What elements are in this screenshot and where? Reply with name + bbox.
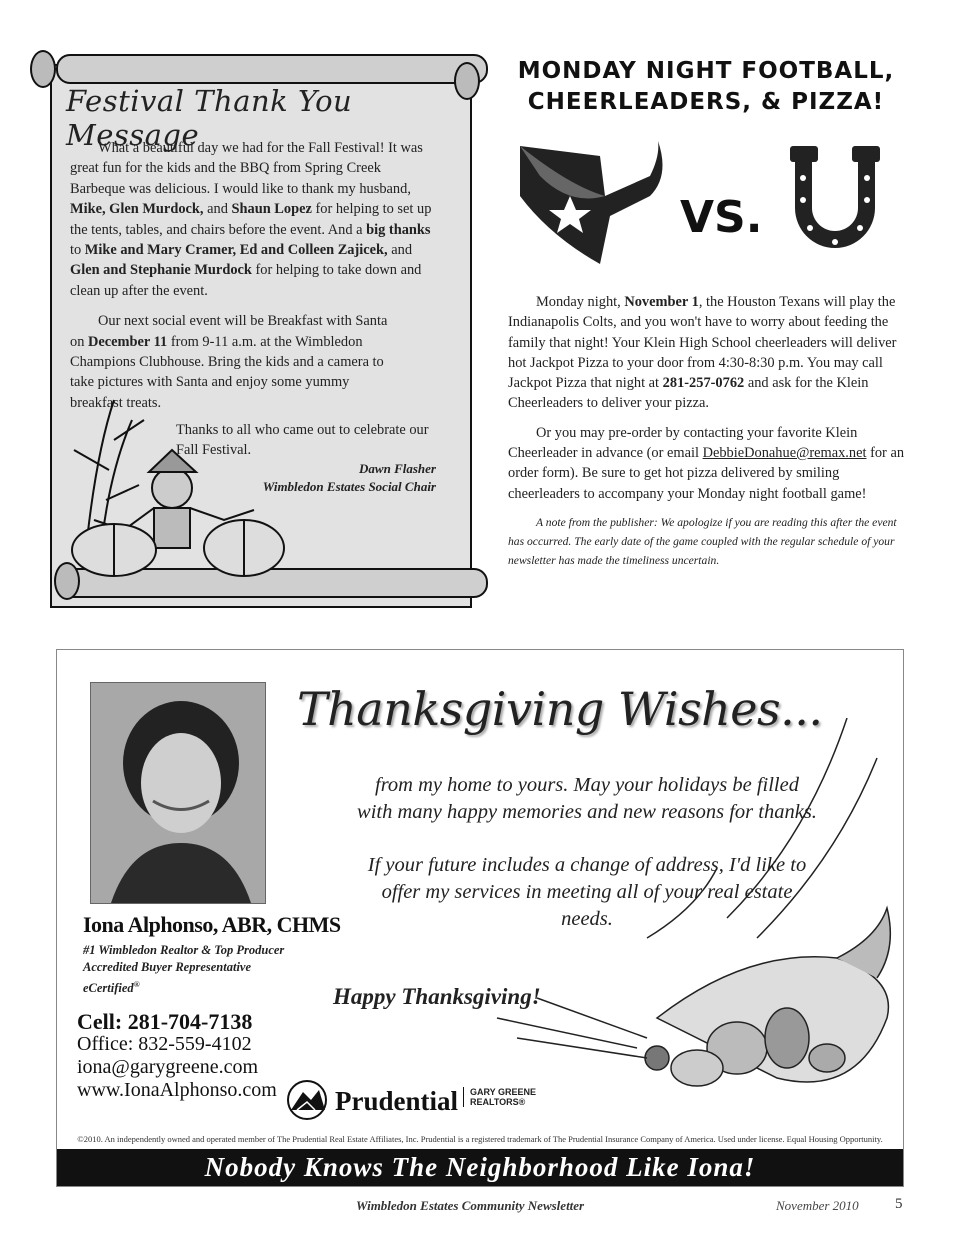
football-paragraph-2 [508, 423, 908, 504]
contact-website[interactable]: www.IonaAlphonso.com [77, 1079, 277, 1101]
text-segment: November 1 [624, 294, 699, 310]
text-segment: , the Houston Texans will play the Indianapolis Colts, and you won't have to worry about feeding the family that night! Your Klein High School cheerleaders will deliver hot Jackpot Pizza to your door from 4:30-8:30 p.m. You may call Jackpot Pizza that night at [508, 294, 897, 392]
team-logos [510, 136, 910, 268]
portrait-image [91, 683, 265, 903]
signature-title: Wimbledon Estates Social Chair [262, 479, 436, 494]
slogan-banner: Nobody Knows The Neighborhood Like Iona! [57, 1149, 903, 1186]
scroll-curl-left [30, 50, 56, 88]
football-p2-after: for an order form). Be sure to get hot pizza delivered by smiling cheerleaders to accompany your Monday night football game! [508, 445, 905, 502]
office-phone: Office: 832-559-4102 [77, 1033, 252, 1055]
text-segment: from 9-11 a.m. at the Wimbledon Champions Clubhouse. Bring the kids and a camera to take pictures with Santa and enjoy some yummy breakfast treats. [70, 333, 384, 411]
legal-disclaimer: ©2010. An independently owned and operated member of The Prudential Real Estate Affiliates, Inc. Prudential is a registered trademark of The Prudential Insurance Company of America. Used under license. Equal Housing Opportunity. [77, 1134, 883, 1144]
thanksgiving-headline: Thanksgiving Wishes... [297, 682, 823, 736]
text-segment: for helping to set up the tents, tables, and chairs before the event. And a [70, 201, 432, 238]
cornucopia-illustration [477, 718, 897, 1138]
festival-paragraph-1 [70, 138, 432, 301]
text-segment: Mike and Mary Cramer, Ed and Colleen Zajicek, [84, 242, 388, 259]
text-segment: for helping to take down and clean up after the event. [70, 262, 422, 299]
texans-logo [510, 136, 670, 268]
credential-3: eCertified® [83, 980, 140, 996]
contact-email[interactable]: iona@garygreene.com [77, 1056, 259, 1078]
text-segment: Our next social event will be Breakfast with Santa on [70, 313, 388, 350]
email-link[interactable]: DebbieDonahue@remax.net [702, 445, 867, 462]
festival-scroll [26, 50, 472, 616]
ad-message-2: If your future includes a change of address, I'd like to offer my services in meeting all of your real estate needs. [367, 854, 807, 930]
signature-name: Dawn Flasher [359, 461, 436, 476]
text-segment: and [203, 201, 232, 218]
page-number: 5 [895, 1196, 903, 1212]
realtor-name: Iona Alphonso, ABR, CHMS [83, 912, 341, 937]
colts-horseshoe-logo [780, 138, 890, 268]
football-p2-before: Or you may pre-order by contacting your favorite Klein Cheerleader in advance (or email [508, 424, 858, 462]
realtor-credentials [83, 942, 284, 997]
text-segment: big thanks [366, 221, 431, 238]
prudential-wordmark: Prudential [335, 1086, 459, 1116]
football-title-line-1: MONDAY NIGHT FOOTBALL, [517, 58, 895, 84]
realtor-photo [90, 682, 266, 904]
football-paragraph-1 [508, 292, 908, 414]
versus-label: VS. [680, 192, 763, 243]
credential-2: Accredited Buyer Representative [83, 960, 252, 974]
text-segment: 281-257-0762 [662, 375, 745, 392]
festival-signature [226, 460, 436, 496]
gary-greene-wordmark: GARY GREENE REALTORS® [463, 1087, 536, 1107]
footer-date: November 2010 [776, 1198, 859, 1213]
text-segment: Monday night, [536, 294, 625, 310]
rock-icon [287, 1080, 331, 1120]
football-body [508, 292, 908, 579]
festival-title: Festival Thank You Message [66, 84, 353, 152]
scroll-top-roll [56, 54, 488, 84]
text-segment: and ask for the Klein Cheerleaders to deliver your pizza. [508, 375, 869, 412]
ad-message-1: from my home to yours. May your holidays be filled with many happy memories and new reasons for thanks. [357, 774, 817, 823]
happy-thanksgiving: Happy Thanksgiving! [333, 984, 541, 1009]
text-segment: and [387, 242, 413, 259]
text-segment: Glen and Stephanie Murdock [70, 262, 252, 279]
football-title [500, 56, 912, 118]
prudential-logo [287, 1080, 547, 1124]
text-segment: Shaun Lopez [231, 201, 312, 218]
contact-info [77, 1010, 277, 1102]
footer-newsletter-title: Wimbledon Estates Community Newsletter [356, 1198, 585, 1213]
publisher-note: A note from the publisher: We apologize if you are reading this after the event has occurred. The early date of the game coupled with the regular schedule of your newsletter has made the timeliness uncertain. [508, 515, 897, 567]
text-segment: Mike, Glen Murdock, [70, 201, 204, 218]
text-segment: December 11 [88, 333, 168, 350]
credential-1: #1 Wimbledon Realtor & Top Producer [83, 943, 285, 957]
cell-phone: Cell: 281-704-7138 [77, 1009, 253, 1034]
realtor-ad [56, 649, 904, 1187]
festival-thanks: Thanks to all who came out to celebrate our Fall Festival. [176, 422, 429, 458]
football-title-line-2: CHEERLEADERS, & PIZZA! [527, 89, 885, 115]
text-segment: What a beautiful day we had for the Fall Festival! It was great fun for the kids and the BBQ from Spring Creek Barbeque was delicious. I would like to thank my husband, [70, 140, 423, 197]
text-segment: to [70, 242, 85, 259]
